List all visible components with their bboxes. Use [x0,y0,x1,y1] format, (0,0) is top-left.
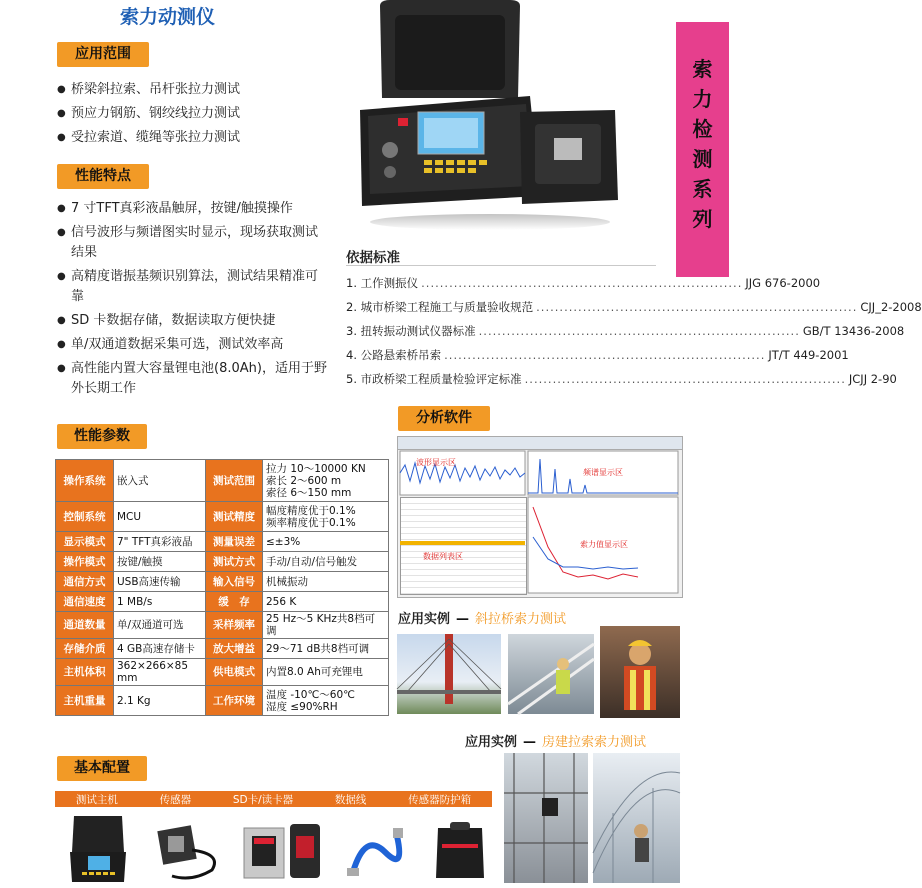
param-label: 主机重量 [56,686,114,716]
param-label: 放大增益 [206,639,263,659]
param-label: 缓 存 [206,592,263,612]
list-item: ● 高精度谐振基频识别算法，测试结果精准可靠 [57,267,327,307]
section-header-scope: 应用范围 [57,42,149,67]
param-label: 控制系统 [56,502,114,532]
param-label: 测试方式 [206,552,263,572]
param-value: 机械振动 [263,572,389,592]
param-label: 存储介质 [56,639,114,659]
param-value: 7" TFT真彩液晶 [114,532,206,552]
case-photo-building-2 [593,753,680,883]
param-label: 工作环境 [206,686,263,716]
table-row [56,659,389,686]
list-item: ● 信号波形与频谱图实时显示，现场获取测试结果 [57,223,327,263]
scope-list [57,80,317,152]
table-row [56,572,389,592]
standards-title: 依据标准 [346,250,400,266]
param-label: 操作系统 [56,460,114,502]
config-item: 传感器 [159,793,192,806]
param-label: 测试范围 [206,460,263,502]
param-value: 手动/自动/信号触发 [263,552,389,572]
param-value: 拉力 10～10000 KN 索长 2～600 m 索径 6～150 mm [263,460,389,502]
param-label: 采样频率 [206,612,263,639]
table-row [56,460,389,502]
param-value: 按键/触摸 [114,552,206,572]
param-value: 温度 -10℃～60℃ 湿度 ≤90%RH [263,686,389,716]
section-header-features: 性能特点 [57,164,149,189]
section-header-software: 分析软件 [398,406,490,431]
param-value: 内置8.0 Ah可充锂电 [263,659,389,686]
param-label: 显示模式 [56,532,114,552]
series-side-banner [676,22,729,277]
section-header-config: 基本配置 [57,756,147,781]
config-item: 传感器防护箱 [408,793,472,806]
list-item: ● 桥梁斜拉索、吊杆张拉力测试 [57,80,317,100]
config-item: 数据线 [334,793,367,806]
software-label: 波形显示区 [416,458,456,467]
features-list [57,199,327,403]
table-row [56,612,389,639]
param-value: 29～71 dB共8档可调 [263,639,389,659]
table-row [56,552,389,572]
table-row [56,592,389,612]
device-case-photo [340,0,630,235]
case-photo-engineer [600,626,680,718]
param-value: 25 Hz～5 KHz共8档可调 [263,612,389,639]
config-image-case [432,818,488,884]
section-header-params: 性能参数 [57,424,147,449]
config-image-host [68,812,128,884]
standard-item: 5. 市政桥梁工程质量检验评定标准 ..................................................................... JCJJ 2-90 [346,372,897,386]
list-item: ● 预应力钢筋、钢绞线拉力测试 [57,104,317,124]
list-item: ● 受拉索道、缆绳等张拉力测试 [57,128,317,148]
list-item: ● 7 寸TFT真彩液晶触屏，按键/触摸操作 [57,199,327,219]
case-photo-building-1 [504,753,588,883]
software-screenshot [397,436,683,598]
case-photo-workers [508,634,594,714]
series-side-title: 索 力 检 测 系 列 [692,57,713,231]
params-table [55,459,389,716]
param-value: MCU [114,502,206,532]
param-value: 嵌入式 [114,460,206,502]
table-row [56,532,389,552]
param-value: USB高速传输 [114,572,206,592]
case-title-2: 应用实例 — 房建拉索索力测试 [465,735,647,750]
param-label: 输入信号 [206,572,263,592]
param-label: 测试精度 [206,502,263,532]
param-value: 362×266×85 mm [114,659,206,686]
list-item: ● 高性能内置大容量锂电池(8.0Ah)，适用于野外长期工作 [57,359,327,399]
list-item: ● SD 卡数据存储，数据读取方便快捷 [57,311,327,331]
param-label: 测量误差 [206,532,263,552]
config-image-sensor [152,820,224,884]
table-row [56,502,389,532]
config-image-cable [345,822,407,884]
case-title-1: 应用实例 — 斜拉桥索力测试 [398,612,567,627]
param-value: ≤±3% [263,532,389,552]
standard-item: 4. 公路悬索桥吊索 ..................................................................... JT/T 449-2001 [346,348,849,362]
standards-divider [346,265,656,266]
param-value: 幅度精度优于0.1% 频率精度优于0.1% [263,502,389,532]
param-label: 通信方式 [56,572,114,592]
param-label: 主机体积 [56,659,114,686]
param-label: 操作模式 [56,552,114,572]
software-label: 频谱显示区 [583,468,623,477]
standard-item: 1. 工作测振仪 ..................................................................... JJG 676-2000 [346,276,821,290]
table-row [56,686,389,716]
page-title: 索力动测仪 [120,6,216,28]
param-label: 供电模式 [206,659,263,686]
param-label: 通信速度 [56,592,114,612]
list-item: ● 单/双通道数据采集可选，测试效率高 [57,335,327,355]
param-value: 4 GB高速存储卡 [114,639,206,659]
standard-item: 2. 城市桥梁工程施工与质量验收规范 ..................................................................... CJJ_2-2008 [346,300,922,314]
software-label: 索力值显示区 [580,540,628,549]
case-photo-bridge [397,634,501,714]
standard-item: 3. 扭转振动测试仪器标准 ..................................................................... GB/T 13436-2008 [346,324,905,338]
software-label: 数据列表区 [423,552,463,561]
param-value: 2.1 Kg [114,686,206,716]
param-value: 1 MB/s [114,592,206,612]
config-item: 测试主机 [75,793,118,806]
param-value: 256 K [263,592,389,612]
param-value: 单/双通道可选 [114,612,206,639]
config-image-sdcard [240,822,328,882]
config-bar [55,791,492,807]
config-item: SD卡/读卡器 [232,793,294,806]
table-row [56,639,389,659]
param-label: 通道数量 [56,612,114,639]
